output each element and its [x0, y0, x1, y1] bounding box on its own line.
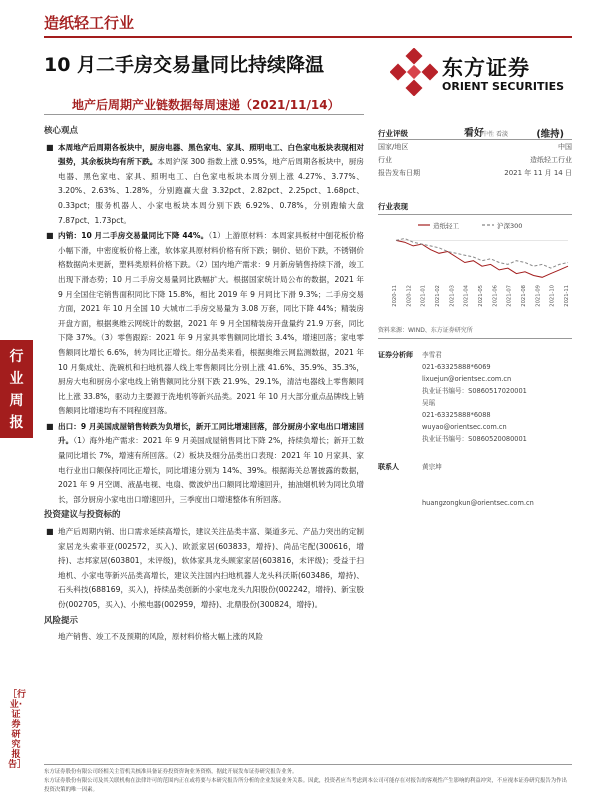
analyst-name: 李雪君: [422, 351, 442, 359]
side-banner-char: 周: [9, 393, 24, 409]
series-line-0: [396, 240, 568, 277]
info-row: [378, 140, 572, 153]
paragraph-body: 地产销售、竣工不及预期的风险，原材料价格大幅上涨的风险: [58, 632, 264, 642]
analyst-cert: 执业证书编号：S0860520080001: [422, 435, 527, 443]
x-tick-label: 2021-04: [463, 285, 470, 307]
x-tick-label: 2020-12: [406, 285, 413, 307]
x-tick-label: 2021-05: [478, 285, 484, 307]
info-key: 行业: [378, 156, 392, 164]
x-tick-label: 2021-07: [506, 285, 513, 307]
x-tick-label: 2021-11: [564, 285, 570, 307]
info-key: 国家/地区: [378, 143, 409, 151]
contact-role: 联系人: [378, 463, 399, 471]
info-value: 中国: [558, 143, 572, 151]
main-column: [44, 124, 364, 646]
paragraph-lead: 本周地产后周期各板块中，厨房电器、黑色家电、家具、照明电工、白色家电板块表现相对强势，其余板块均有所下跌。: [58, 142, 364, 167]
x-tick-label: 2020-11: [392, 285, 398, 307]
invest-heading: 投资建议与投资标的: [44, 510, 121, 521]
footer-line: 东方证券股份有限公司经相关主管机关核准具备证券投资咨询业务资格，据此开展发布证券研究报告业务。: [44, 769, 298, 775]
bullet-icon: ■: [46, 421, 54, 431]
sector-label: 造纸轻工行业: [44, 14, 135, 32]
analyst-role: 证券分析师: [378, 351, 413, 359]
side-vertical-label: ［行业·证券研究报告］: [8, 690, 27, 770]
header-divider: [44, 36, 572, 38]
side-banner-char: 业: [9, 371, 24, 387]
company-logo: [390, 48, 572, 98]
contact-name: 黄宗坤: [422, 463, 442, 471]
chart-source: 资料来源：WIND、东方证券研究所: [378, 325, 572, 339]
analyst-email[interactable]: wuyao@orientsec.com.cn: [422, 423, 507, 431]
logo-text-en: ORIENT SECURITIES: [442, 80, 565, 93]
analyst-tel: 021-63325888*6069: [422, 363, 491, 371]
series-line-1: [396, 239, 568, 269]
paragraph-lead: 出口：9 月美国成屋销售转跌为负增长，新开工同比增速回落，部分厨房小家电出口增速回升。: [58, 421, 364, 446]
subtitle-divider: [44, 114, 364, 115]
analyst-block: [378, 349, 572, 445]
report-title: 10 月二手房交易量同比持续降温: [44, 54, 325, 76]
paragraph-domestic: [44, 229, 364, 419]
footer-line: 东方证券股份有限公司及其关联机构在法律许可的范围内正在或将要与本研究报告所分析的企业发展业务关系。因此，投资者应当考虑到本公司可能存在对报告的客观性产生影响的利益冲突，不应视本证券研究报告为作出投资决策的唯一因素。: [44, 778, 567, 793]
risk-heading: 风险提示: [44, 615, 79, 626]
paragraph-lead: 内销：10 月二手房交易量同比下降 44%。: [58, 231, 209, 241]
bullet-icon: ■: [46, 142, 54, 152]
performance-chart: [378, 219, 572, 317]
x-tick-label: 2021-09: [535, 285, 542, 307]
analyst-name: 吴瑶: [422, 399, 436, 407]
contact-block: [378, 461, 572, 509]
side-banner-char: 行: [9, 349, 24, 365]
performance-chart-svg: [378, 219, 572, 317]
info-value: 造纸轻工行业: [530, 156, 572, 164]
footer-divider: [44, 764, 572, 765]
paragraph-invest: [44, 525, 364, 613]
info-row: [378, 153, 572, 166]
rating-prev-label: 中性: [482, 131, 495, 138]
paragraph-body: 本周沪深 300 指数上涨 0.95%，地产后周期各板块中，厨房电器、黑色家电、家具、照明电工、白色家电板块本周分别上涨 4.27%、3.77%、3.20%、2.63%、1.28%，分别跑赢大盘 3.32pct、2.82pct、2.25pct、1.68pct、0.33pct；服务机器人、小家电板块本周分别下跌 6.92%、0.78%，分别跑输大盘 7.87pct、1.73pct。: [58, 157, 364, 225]
rating-value: 看好: [464, 128, 484, 139]
core-heading: 核心观点: [44, 126, 79, 136]
bullet-icon: ■: [46, 231, 54, 241]
sidebar-column: [378, 124, 572, 509]
rating-label: 行业评级: [378, 129, 408, 138]
paragraph-body: （1）上游原材料：本周家具板材中刨花板价格小幅下滑，中密度板价格上涨，软体家具原材料价格有所下跌；铜价、铝价下跌，不锈钢价格数据尚未更新，塑料类原料价格下跌。（2）国内地产需求：9 月新房销售持续下滑，竣工出现下滑态势；10 月二手房交易量同比跌幅扩大。根据国家统计局公布的数据，2021 年 9 月全国住宅销售面积同比下降 15.8%，相比 2019 年 9 月同比下滑 9.3%；二手房交易方面，2021 年 10 月全国 10 大城市二手房交易量为 3.08 万套，同比下降 44%；精装房开盘方面，根据奥维云网统计的数据，2021 年 9 月全国精装房开盘量约 21.9 万套，同比下降 37%。（3）零售跟踪：2021 年 9 月家具零售额同比增长 3.4%，增速回落；家电零售额同比增长 6.6%，转为同比正增长。细分品类来看，根据奥维云网监测数据，2021 年 10 月集成灶、洗碗机和扫地机器人线上零售额同比分别上涨 41.6%、35.9%、35.3%，厨房大电和厨房小家电线上销售额同比分别下跌 21.9%、29.1%，清洁电器线上零售额同比上涨 33.8%，驱动力主要源于洗地机等新兴品类。2021 年 10 月大部分重点品牌线上销售额同比增速均有不同程度回落。: [58, 231, 365, 416]
paragraph-performance: [44, 141, 364, 229]
side-banner-char: 报: [9, 415, 24, 431]
analyst-email[interactable]: lixuejun@orientsec.com.cn: [422, 375, 512, 383]
bullet-icon: ■: [46, 527, 54, 537]
rating-prev-value: 看淡: [496, 131, 509, 138]
paragraph-body: 地产后周期内销、出口需求延续高增长，建议关注品类丰富、渠道多元、产品力突出的定制家居龙头索菲亚(002572，买入)、欧派家居(603833，增持)、尚品宅配(300616，增持)、志邦家居(603801，未评级)，软体家具龙头顾家家居(603816，未评级)；受益于扫地机、小家电等新兴品类高增长，建议关注国内扫地机器人龙头科沃斯(603486，增持)、石头科技(688169，买入)，持续品类创新的小家电龙头九阳股份(002242，增持)、新宝股份(002705，买入)、小熊电器(002959，增持)、北鼎股份(300824，增持)。: [58, 527, 364, 609]
info-key: 报告发布日期: [378, 169, 420, 177]
legend-label-series-b: 沪深300: [497, 222, 523, 230]
paragraph-risk: [44, 630, 364, 645]
logo-mark-icon: [390, 48, 438, 96]
info-value: 2021 年 11 月 14 日: [504, 169, 572, 177]
analyst-tel: 021-63325888*6088: [422, 411, 491, 419]
report-subtitle: 地产后周期产业链数据每周速递（2021/11/14）: [72, 98, 340, 112]
x-tick-label: 2021-03: [449, 285, 456, 307]
performance-heading: 行业表现: [378, 201, 572, 215]
x-tick-label: 2021-08: [521, 285, 527, 307]
info-row: [378, 166, 572, 179]
paragraph-body: （1）海外地产需求：2021 年 9 月美国成屋销售同比下降 2%，持续负增长；新开工数量同比增长 7%，增速有所回落。（2）板块及细分品类出口表现：2021 年 10 月家具、家电行业出口额保持同比正增长，同比增速分别为 14%、39%。根据海关总署披露的数据，2021 年 9 月空调、液晶电视、电扇、微波炉出口额同比增速回升，抽油烟机转为同比负增长，部分厨房小家电出口增速回升，三季度出口增速整体有所回落。: [58, 436, 365, 504]
legend-label-series-a: 造纸轻工: [433, 222, 459, 230]
contact-email[interactable]: huangzongkun@orientsec.com.cn: [422, 499, 534, 507]
rating-keep: (维持): [536, 129, 564, 140]
paragraph-export: [44, 420, 364, 508]
x-tick-label: 2021-06: [492, 285, 499, 307]
side-banner: [0, 340, 33, 438]
x-tick-label: 2021-01: [420, 285, 427, 307]
logo-text-cn: 东方证券: [442, 56, 530, 80]
analyst-cert: 执业证书编号：S0860517020001: [422, 387, 527, 395]
x-tick-label: 2021-10: [549, 285, 556, 307]
rating-row: [378, 124, 572, 140]
footer-disclaimer: [44, 768, 572, 795]
x-tick-label: 2021-02: [435, 285, 441, 307]
